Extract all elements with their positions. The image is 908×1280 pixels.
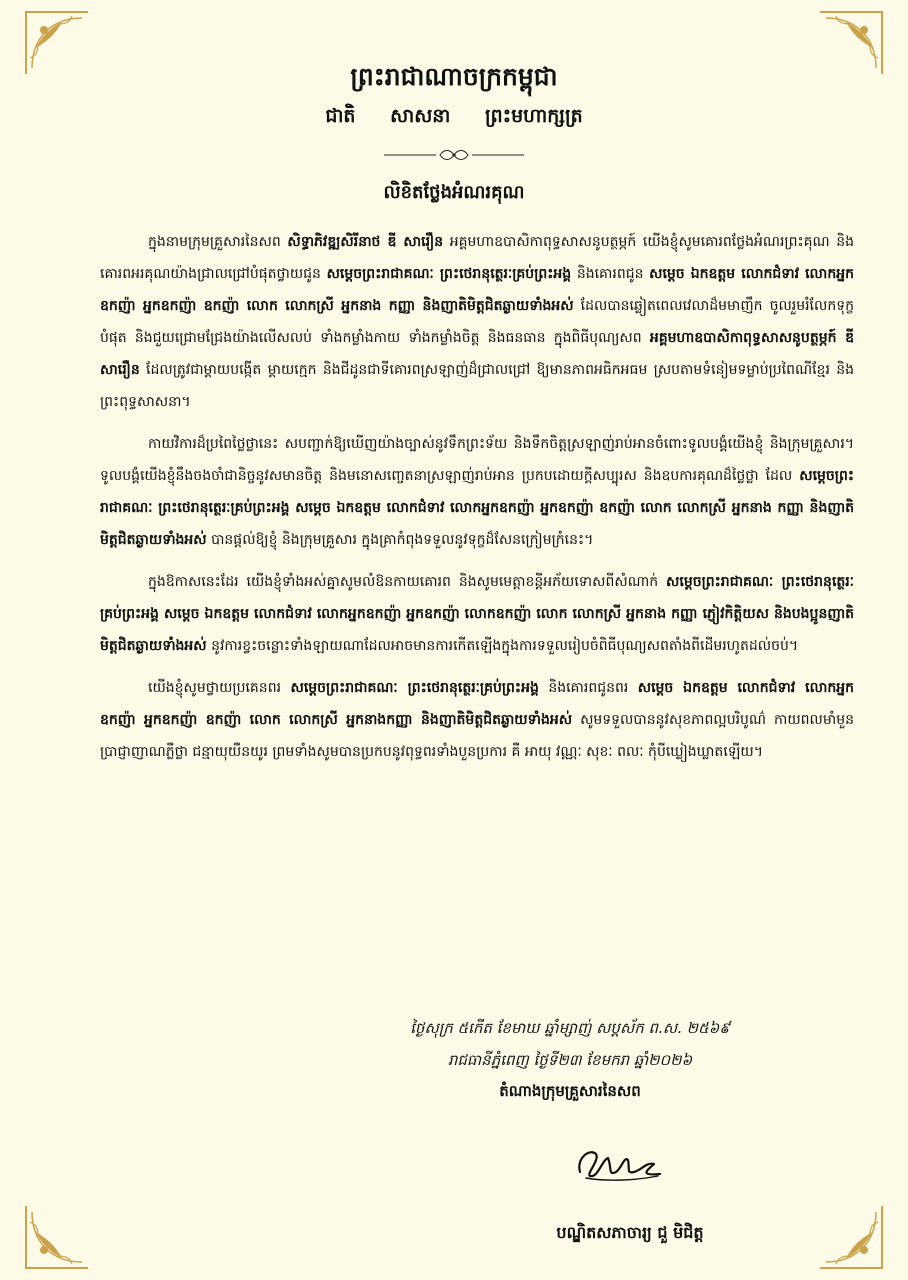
text-run: បានផ្តល់ឱ្យខ្ញុំ និងក្រុមគ្រួសារ ក្នុងគ្រាកំពុងទទួលនូវទុក្ខដ៏សែនក្រៀមក្រំនេះ។ xyxy=(206,532,594,548)
solar-date: រាជធានីភ្នំពេញ ថ្ងៃទី២៣ ខែមករា ឆ្នាំ២០២៦ xyxy=(447,1051,693,1069)
bold-text-run: សម្តេចព្រះរាជាគណៈ ព្រះថេរានុត្ថេរៈគ្រប់ព្រះអង្គ សម្តេច ឯកឧត្តម លោកជំទាវ លោកអ្នកឧកញ៉ា អ្នកឧកញ៉ា ឧកញ៉ា លោក លោកស្រី អ្នកនាង កញ្ញា និងញាតិមិត្តជិតឆ្ងាយទាំងអស់ xyxy=(100,468,854,548)
text-run: និងគោរពជូន xyxy=(571,266,650,282)
corner-ornament-bottom-right xyxy=(816,1202,886,1272)
kingdom-title: ព្រះរាជាណាចក្រកម្ពុជា xyxy=(350,62,558,91)
paragraph-3 xyxy=(100,566,854,662)
text-run: ដែលបានឆ្លៀតពេលវេលាដ៏មមាញឹក ចូលរួមរំលែកទុក្ខបំផុត និងជួយជ្រោមជ្រែងយ៉ាងលើសលប់ ទាំងកម្លាំងកាយ ទាំងកម្លាំងចិត្ត និងធនធាន ក្នុងពិធីបុណ្យសព xyxy=(100,298,854,346)
bold-text-run: សិទ្ធាភិវឌ្ឍសិរីនាថ ឌី សារឿន xyxy=(287,234,444,250)
bold-text-run: សម្តេចព្រះរាជាគណៈ ព្រះថេរានុត្ថេរៈគ្រប់ព្រះអង្គ សម្តេច ឯកឧត្តម លោកជំទាវ លោកអ្នកឧកញ៉ា អ្នកឧកញ៉ា លោកឧកញ៉ា លោក លោកស្រី អ្នកនាង កញ្ញា ភ្ញៀវកិត្តិយស និងបងប្អូនញាតិមិត្តជិតឆ្ងាយទាំងអស់ xyxy=(100,574,854,654)
national-motto: ជាតិ សាសនា ព្រះមហាក្សត្រ xyxy=(325,105,583,127)
paragraph-1 xyxy=(100,226,854,418)
text-run: កាយវិការដ៏ប្រពៃថ្លៃថ្លានេះ សបញ្ជាក់ឱ្យឃើញយ៉ាងច្បាស់នូវទឹកព្រះទ័យ និងទឹកចិត្តស្រឡាញ់រាប់អានចំពោះទូលបង្គំយើងខ្ញុំ និងក្រុមគ្រួសារ។ ទូលបង្គំយើងខ្ញុំនឹងចងចាំជានិច្ចនូវសមានចិត្ត និងមនោសញ្ចេតនាស្រឡាញ់រាប់អាន ប្រកបដោយក្តីសប្បុរស និងឧបការគុណដ៏ថ្លៃថ្លា ដែល xyxy=(100,436,854,484)
bold-text-run: សម្តេច ឯកឧត្តម លោកជំទាវ លោកអ្នកឧកញ៉ា អ្នកឧកញ៉ា ឧកញ៉ា លោក លោកស្រី អ្នកនាង កញ្ញា និងញាតិមិត្តជិតឆ្ងាយទាំងអស់ xyxy=(100,266,854,314)
text-run: ដែលត្រូវជាម្តាយបង្កើត ម្តាយក្មេក និងជីដូនជាទីគោរពស្រឡាញ់ដ៏ជ្រាលជ្រៅ ឱ្យមានភាពអធិកអធម ស្របតាមទំនៀមទម្លាប់ប្រពៃណីខ្មែរ និងព្រះពុទ្ធសាសនា។ xyxy=(100,362,854,410)
text-run: សូមទទួលបាននូវសុខភាពល្អបរិបូណ៌ កាយពលមាំមួន ប្រាជ្ញាញាណភ្លឺថ្លា ជន្មាយុយឺនយូរ ព្រមទាំងសូមបានប្រកបនូវពុទ្ធពរទាំងបួនប្រការ គឺ អាយុ វណ្ណៈ សុខៈ ពលៈ កុំបីឃ្លៀងឃ្លាតឡើយ។ xyxy=(100,712,854,760)
text-run: អគ្គមហាឧបាសិកាពុទ្ធសាសនូបត្ថម្ភក៍ យើងខ្ញុំសូមគោរពថ្លែងអំណរព្រះគុណ និងគោរពអរគុណយ៉ាងជ្រាលជ្រៅបំផុតថ្វាយជូន xyxy=(100,234,855,282)
bold-text-run: អគ្គមហាឧបាសិកាពុទ្ធសាសនូបត្ថម្ភក៍ ឌី សារឿន xyxy=(100,330,855,378)
bold-text-run: សម្តេចព្រះរាជាគណៈ ព្រះថេរានុត្ថេរៈគ្រប់ព្រះអង្គ xyxy=(326,266,572,282)
letter-title: លិខិតថ្លែងអំណរគុណ xyxy=(383,182,525,203)
paragraph-4 xyxy=(100,672,854,768)
text-run: នូវការខ្វះចន្លោះទាំងឡាយណាដែលអាចមានការកើតឡើងក្នុងការទទួលរៀបចំពិធីបុណ្យសពតាំងពីដើមរហូតដល់ចប់។ xyxy=(206,638,799,654)
date-block xyxy=(360,1012,780,1106)
bold-text-run: សម្តេចព្រះរាជាគណៈ ព្រះថេរានុត្ថេរៈគ្រប់ព្រះអង្គ xyxy=(290,680,539,696)
signer-name: បណ្ឌិតសភាចារ្យ ជួ មិជិត្ត xyxy=(556,1223,704,1242)
bold-text-run: សម្តេច ឯកឧត្តម លោកជំទាវ លោកអ្នកឧកញ៉ា អ្នកឧកញ៉ា ឧកញ៉ា លោក លោកស្រី អ្នកនាងកញ្ញា និងញាតិមិត្តជិតឆ្ងាយទាំងអស់ xyxy=(100,680,855,728)
text-run: យើងខ្ញុំសូមថ្វាយប្រគេនពរ xyxy=(148,680,291,696)
handwritten-signature xyxy=(568,1138,668,1188)
ornamental-divider xyxy=(384,148,524,162)
text-run: និងគោរពជូនពរ xyxy=(538,680,638,696)
text-run: ក្នុងឱកាសនេះដែរ យើងខ្ញុំទាំងអស់គ្នាសូមលំឱនកាយគោរព និងសូមមេត្តាខន្តីអភ័យទោសពីសំណាក់ xyxy=(148,574,667,590)
lunar-date: ថ្ងៃសុក្រ ៥កើត ខែមាឃ ឆ្នាំម្សាញ់ សប្តស័ក ព.ស. ២៥៦៩ xyxy=(410,1019,730,1037)
paragraph-2 xyxy=(100,428,854,556)
letter-header xyxy=(0,62,908,132)
letter-body xyxy=(100,226,854,778)
text-run: ក្នុងនាមក្រុមគ្រួសារនៃសព xyxy=(148,234,288,250)
corner-ornament-bottom-left xyxy=(22,1202,92,1272)
family-representative-label: តំណាងក្រុមគ្រួសារនៃសព xyxy=(499,1082,641,1100)
